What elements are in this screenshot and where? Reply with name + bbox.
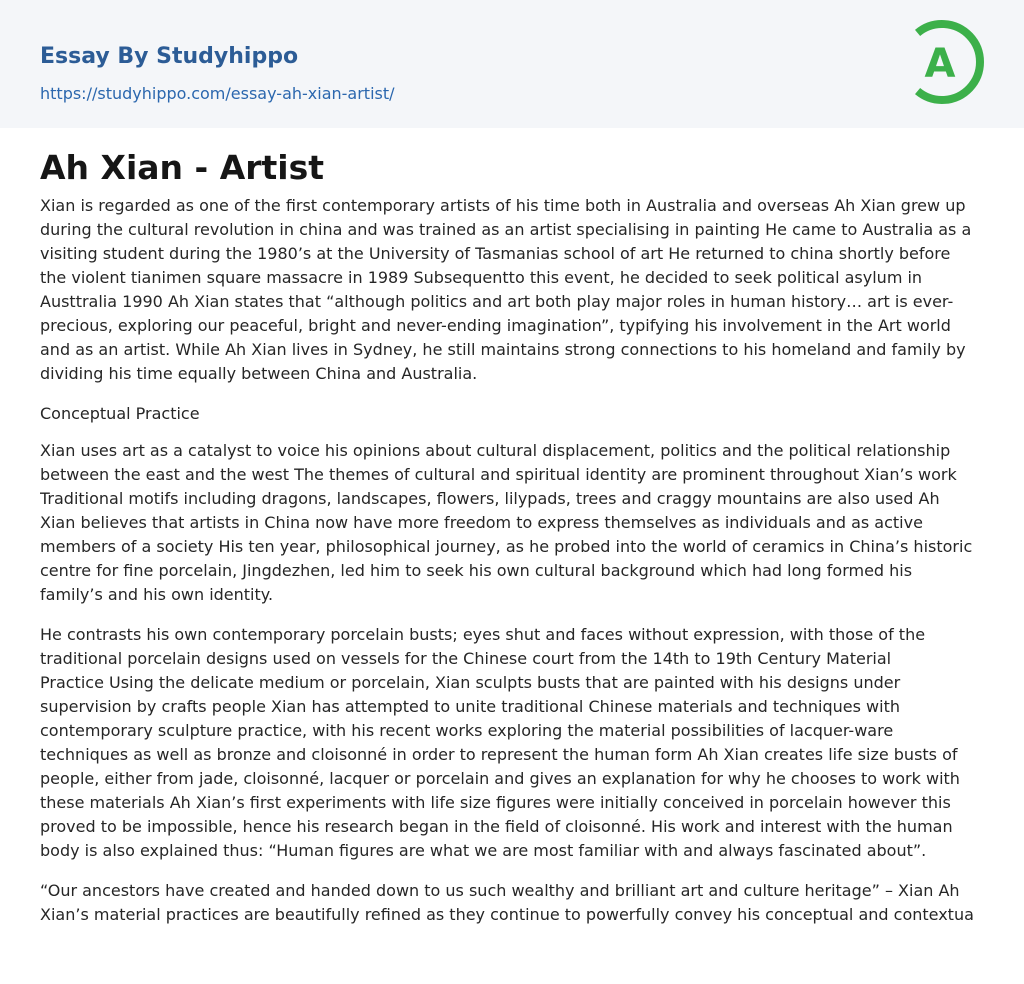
section-heading: Conceptual Practice bbox=[40, 404, 200, 423]
studyhippo-logo-icon[interactable] bbox=[896, 12, 996, 112]
paragraph-line: Traditional motifs including dragons, landscapes, flowers, lilypads, trees and craggy mountains are also used Ah bbox=[40, 489, 940, 508]
body-paragraph bbox=[40, 439, 984, 607]
paragraph-line: and as an artist. While Ah Xian lives in Sydney, he still maintains strong connections to his homeland and family by bbox=[40, 340, 966, 359]
site-header bbox=[0, 0, 1024, 128]
paragraph-line: Practice Using the delicate medium or porcelain, Xian sculpts busts that are painted with his designs under bbox=[40, 673, 901, 692]
paragraph-line: “Our ancestors have created and handed down to us such wealthy and brilliant art and culture heritage” – Xian Ah bbox=[40, 881, 960, 900]
paragraph-line: contemporary sculpture practice, with his recent works exploring the material possibilities of lacquer-ware bbox=[40, 721, 894, 740]
paragraph-line: family’s and his own identity. bbox=[40, 585, 274, 604]
article-body bbox=[40, 194, 984, 943]
essay-url-link[interactable]: https://studyhippo.com/essay-ah-xian-artist/ bbox=[40, 84, 395, 103]
paragraph-line: visiting student during the 1980’s at the University of Tasmanias school of art He returned to china shortly before bbox=[40, 244, 951, 263]
paragraph-line: during the cultural revolution in china and was trained as an artist specialising in painting He came to Australia as a bbox=[40, 220, 972, 239]
paragraph-line: between the east and the west The themes of cultural and spiritual identity are prominent throughout Xian’s work bbox=[40, 465, 957, 484]
paragraph-line: traditional porcelain designs used on vessels for the Chinese court from the 14th to 19th Century Material bbox=[40, 649, 892, 668]
body-paragraph bbox=[40, 623, 984, 863]
page-title: Ah Xian - Artist bbox=[40, 148, 325, 187]
logo-letter: A bbox=[924, 41, 956, 87]
paragraph-line: Xian’s material practices are beautifully refined as they continue to powerfully convey his conceptual and contextua bbox=[40, 905, 974, 924]
paragraph-line: the violent tianimen square massacre in 1989 Subsequentto this event, he decided to seek political asylum in bbox=[40, 268, 923, 287]
paragraph-line: proved to be impossible, hence his research began in the field of cloisonné. His work and interest with the human bbox=[40, 817, 953, 836]
paragraph-line: Austtralia 1990 Ah Xian states that “although politics and art both play major roles in human history… art is ever- bbox=[40, 292, 954, 311]
paragraph-line: members of a society His ten year, philosophical journey, as he probed into the world of ceramics in China’s historic bbox=[40, 537, 973, 556]
paragraph-line: Xian is regarded as one of the first contemporary artists of his time both in Australia and overseas Ah Xian grew up bbox=[40, 196, 966, 215]
intro-paragraph bbox=[40, 194, 984, 386]
paragraph-line: supervision by crafts people Xian has attempted to unite traditional Chinese materials and techniques with bbox=[40, 697, 900, 716]
paragraph-line: Xian believes that artists in China now have more freedom to express themselves as individuals and as active bbox=[40, 513, 923, 532]
paragraph-line: precious, exploring our peaceful, bright and never-ending imagination”, typifying his involvement in the Art world bbox=[40, 316, 951, 335]
site-title-link[interactable]: Essay By Studyhippo bbox=[40, 44, 299, 69]
paragraph-line: people, either from jade, cloisonné, lacquer or porcelain and gives an explanation for why he chooses to work with bbox=[40, 769, 960, 788]
paragraph-line: body is also explained thus: “Human figures are what we are most familiar with and always fascinated about”. bbox=[40, 841, 927, 860]
body-paragraph bbox=[40, 879, 984, 927]
paragraph-line: He contrasts his own contemporary porcelain busts; eyes shut and faces without expression, with those of the bbox=[40, 625, 926, 644]
paragraph-line: techniques as well as bronze and cloisonné in order to represent the human form Ah Xian creates life size busts of bbox=[40, 745, 958, 764]
paragraph-line: these materials Ah Xian’s first experiments with life size figures were initially conceived in porcelain however this bbox=[40, 793, 951, 812]
paragraph-line: dividing his time equally between China and Australia. bbox=[40, 364, 478, 383]
paragraph-line: Xian uses art as a catalyst to voice his opinions about cultural displacement, politics and the political relationship bbox=[40, 441, 951, 460]
paragraph-line: centre for fine porcelain, Jingdezhen, led him to seek his own cultural background which had long formed his bbox=[40, 561, 913, 580]
